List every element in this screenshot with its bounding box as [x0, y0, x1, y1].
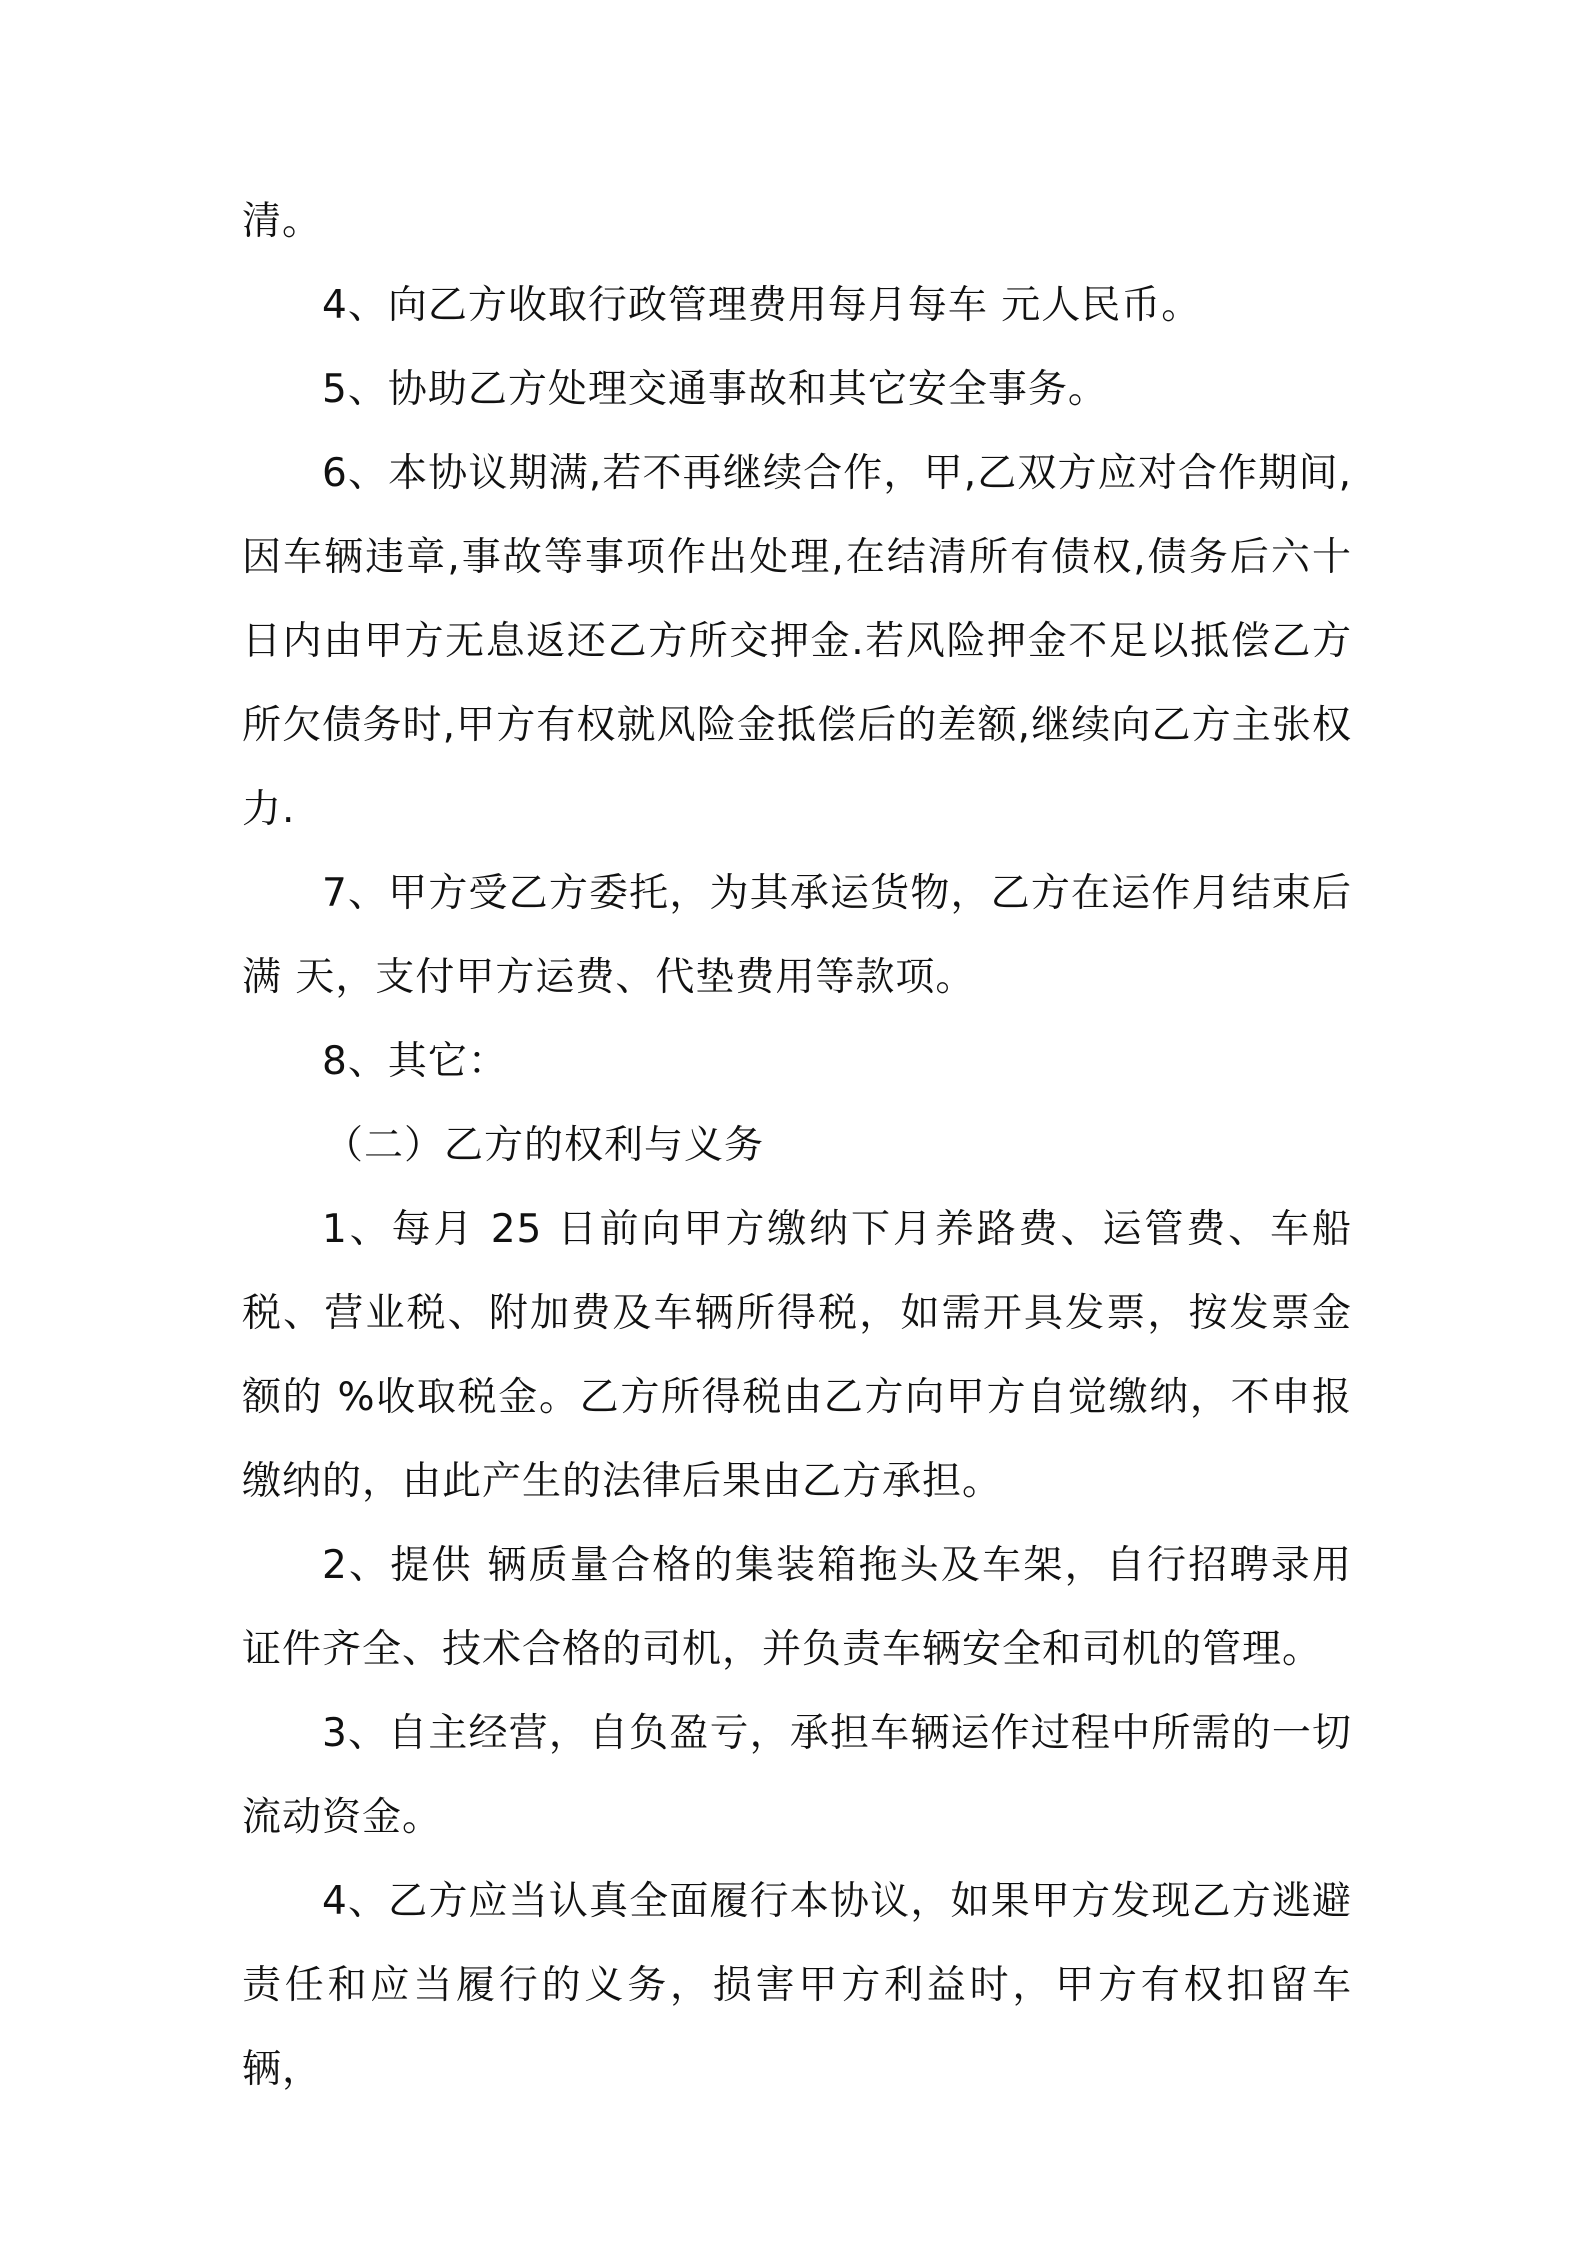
section-heading-party-b: （二）乙方的权利与义务	[324, 1123, 765, 1168]
document-page	[242, 180, 1352, 2112]
paragraph-item-vehicles-drivers: 2、提供 辆质量合格的集装箱拖头及车架，自行招聘录用证件齐全、技术合格的司机，并负责车辆安全和司机的管理。	[242, 1543, 1352, 1672]
paragraph-item-accident-assist: 5、协助乙方处理交通事故和其它安全事务。	[322, 367, 1108, 412]
paragraph-item-monthly-fees: 1、每月 25 日前向甲方缴纳下月养路费、运管费、车船税、营业税、附加费及车辆所得税，如需开具发票，按发票金额的 %收取税金。乙方所得税由乙方向甲方自觉缴纳，不申报缴纳的，由此产生的法律后果由乙方承担。	[242, 1207, 1352, 1504]
paragraph-item-self-operation: 3、自主经营，自负盈亏，承担车辆运作过程中所需的一切流动资金。	[242, 1711, 1352, 1840]
paragraph-item-other: 8、其它：	[322, 1039, 508, 1084]
paragraph-continuation: 清。	[242, 199, 323, 244]
paragraph-item-admin-fee: 4、向乙方收取行政管理费用每月每车 元人民币。	[322, 283, 1202, 328]
paragraph-item-fulfill-agreement: 4、乙方应当认真全面履行本协议，如果甲方发现乙方逃避责任和应当履行的义务，损害甲方利益时，甲方有权扣留车辆，	[242, 1879, 1352, 2092]
paragraph-item-agreement-expiry: 6、本协议期满,若不再继续合作，甲,乙双方应对合作期间,因车辆违章,事故等事项作出处理,在结清所有债权,债务后六十日内由甲方无息返还乙方所交押金.若风险押金不足以抵偿乙方所欠债务时,甲方有权就风险金抵偿后的差额,继续向乙方主张权力.	[242, 451, 1352, 832]
paragraph-item-freight-payment: 7、甲方受乙方委托，为其承运货物，乙方在运作月结束后满 天，支付甲方运费、代垫费用等款项。	[242, 871, 1352, 1000]
